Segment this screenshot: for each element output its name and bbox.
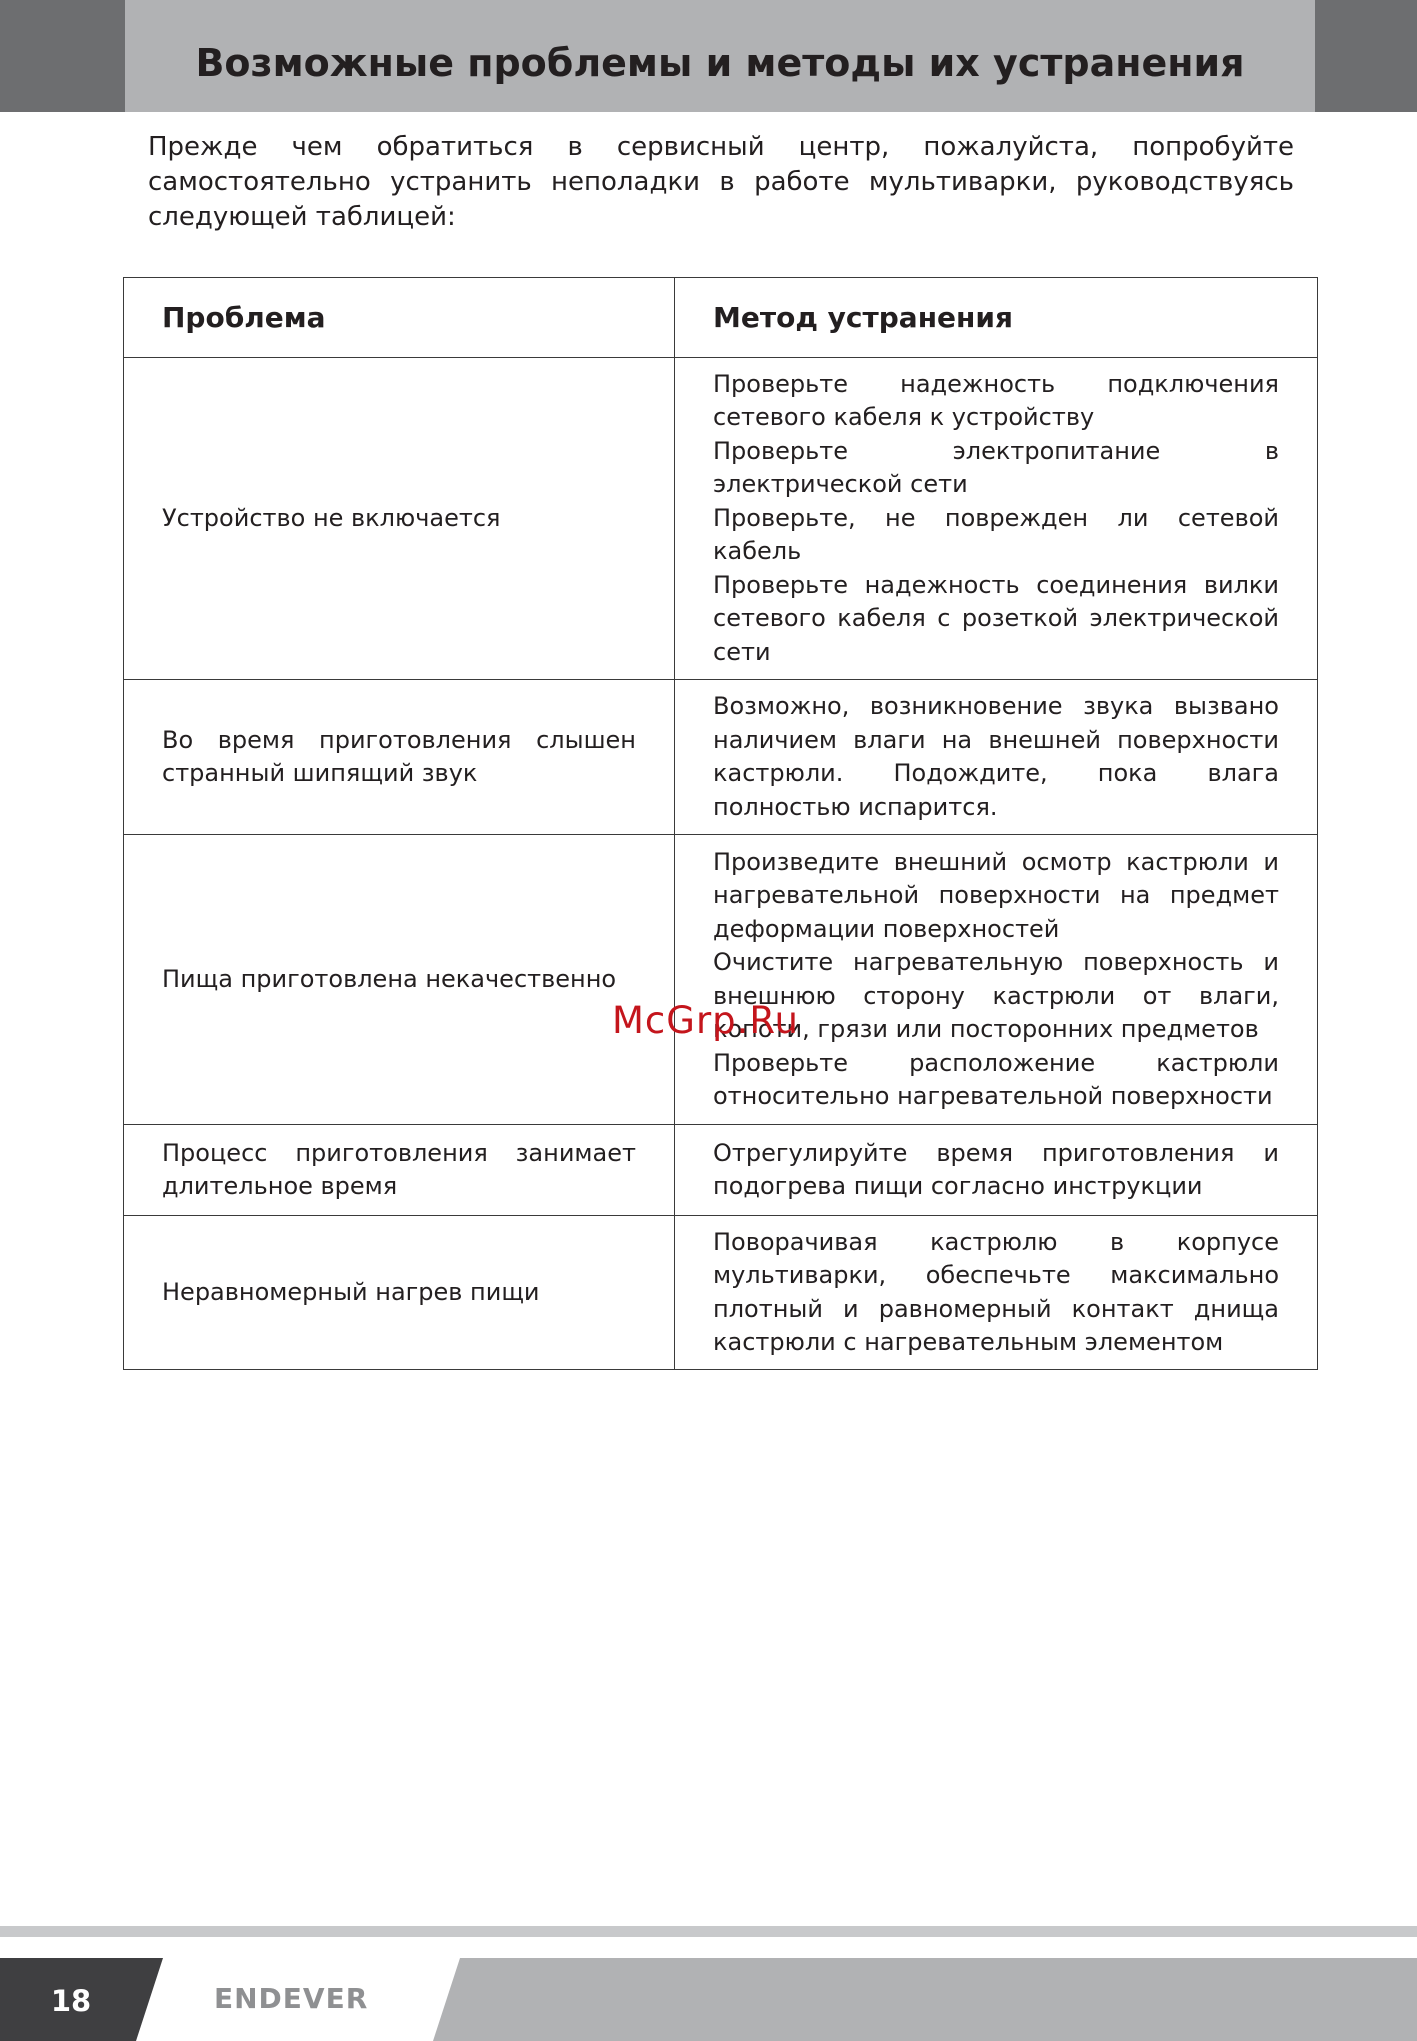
solution-line: Проверьте надежность соединения вилки сетевого кабеля с розеткой электрической сети — [713, 570, 1279, 666]
problem-cell: Во время приготовления слышен странный шипящий звук — [124, 680, 675, 835]
intro-paragraph: Прежде чем обратиться в сервисный центр, пожалуйста, попробуйте самостоятельно устранить неполадки в работе мультиварки, руководствуясь следующей таблицей: — [148, 132, 1294, 232]
solution-line: Возможно, возникновение звука вызвано наличием влаги на внешней поверхности кастрюли. Подождите, пока влага полностью испарится. — [713, 692, 1279, 821]
table-header-row — [124, 278, 1318, 358]
page-number: 18 — [50, 1984, 92, 2018]
solution-line: Проверьте надежность подключения сетевого кабеля к устройству — [713, 369, 1279, 432]
solution-line: Проверьте электропитание в электрической сети — [713, 436, 1279, 499]
solution-cell — [675, 1216, 1318, 1370]
solution-line: Произведите внешний осмотр кастрюли и нагревательной поверхности на предмет деформации поверхностей — [713, 847, 1279, 943]
table-row — [124, 358, 1318, 680]
solution-cell — [675, 835, 1318, 1125]
solution-line: Поворачивая кастрюлю в корпусе мультиварки, обеспечьте максимально плотный и равномерный контакт днища кастрюли с нагревательным элементом — [713, 1227, 1279, 1356]
header-problem: Проблема — [124, 278, 675, 358]
table-row — [124, 680, 1318, 835]
footer-rule — [0, 1926, 1417, 1937]
problem-cell: Пища приготовлена некачественно — [124, 835, 675, 1125]
problem-cell: Неравномерный нагрев пищи — [124, 1216, 675, 1370]
footer-bar — [0, 1958, 1417, 2041]
header-left-block — [0, 0, 125, 112]
solution-cell — [675, 1125, 1318, 1216]
solution-line: Очистите нагревательную поверхность и внешнюю сторону кастрюли от влаги, копоти, грязи или посторонних предметов — [713, 948, 1279, 1043]
table-row — [124, 1216, 1318, 1370]
header-right-block — [1315, 0, 1417, 112]
table-row — [124, 1125, 1318, 1216]
troubleshooting-table — [123, 277, 1318, 1370]
watermark: McGrp.Ru — [612, 999, 799, 1042]
solution-line: Отрегулируйте время приготовления и подогрева пищи согласно инструкции — [713, 1138, 1279, 1200]
solution-cell — [675, 680, 1318, 835]
solution-cell — [675, 358, 1318, 680]
solution-line: Проверьте расположение кастрюли относительно нагревательной поверхности — [713, 1048, 1279, 1110]
table-row — [124, 835, 1318, 1125]
page-title: Возможные проблемы и методы их устранения — [195, 41, 1245, 85]
solution-line: Проверьте, не поврежден ли сетевой кабель — [713, 503, 1279, 566]
problem-cell: Устройство не включается — [124, 358, 675, 680]
footer-light-band — [433, 1958, 1417, 2041]
brand-logo: ENDEVER — [214, 1982, 369, 2015]
header-solution: Метод устранения — [675, 278, 1318, 358]
problem-cell: Процесс приготовления занимает длительное время — [124, 1125, 675, 1216]
